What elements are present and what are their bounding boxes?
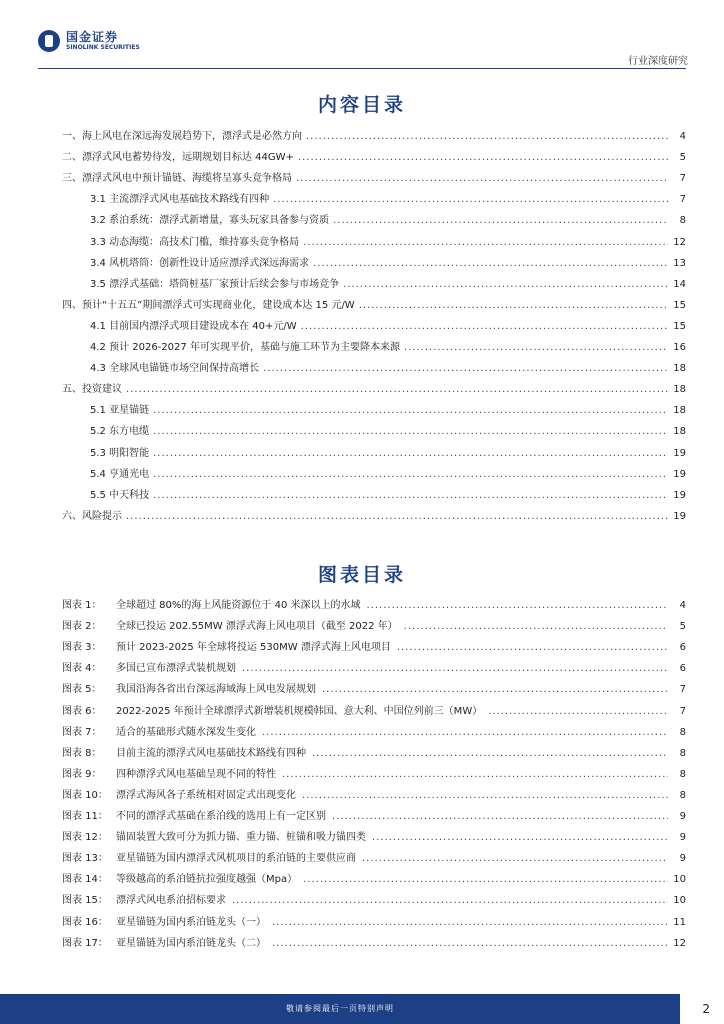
entry-page-number: 4 (679, 131, 686, 143)
dot-leader (153, 490, 668, 501)
dot-leader (282, 769, 668, 780)
entry-page-number: 8 (679, 215, 686, 227)
figure-number: 图表 15： (62, 895, 108, 907)
figure-title: 亚星锚链为国内系泊链龙头（二） (116, 937, 266, 949)
toc-entry[interactable] (62, 290, 686, 311)
dot-leader (303, 237, 668, 248)
toc-entry[interactable] (62, 121, 686, 142)
figure-title: 锚固装置大致可分为抓力锚、重力锚、桩锚和吸力锚四类 (116, 832, 366, 844)
entry-page-number: 19 (673, 489, 686, 501)
dot-leader (367, 600, 669, 611)
figure-number: 图表 3： (62, 642, 102, 654)
toc-entry[interactable] (62, 332, 686, 353)
figure-number: 图表 11： (62, 811, 108, 823)
entry-page-number: 19 (673, 447, 686, 459)
figure-number: 图表 13： (62, 853, 108, 865)
toc-entry-title: 3.5 漂浮式基础：塔筒桩基厂家预计后续会参与市场竞争 (90, 278, 340, 290)
entry-page-number: 7 (679, 173, 686, 185)
dot-leader (232, 895, 668, 906)
dot-leader (303, 874, 668, 885)
toc-entry[interactable] (62, 395, 686, 416)
toc-entry-title: 4.1 目前国内漂浮式项目建设成本在 40+元/W (90, 320, 297, 332)
figure-title: 漂浮式风电系泊招标要求 (116, 895, 226, 907)
logo-name-en: SINOLINK SECURITIES (66, 44, 140, 51)
toc-entry-title: 四、预计“十五五”期间漂浮式可实现商业化，建设成本达 15 元/W (62, 299, 355, 311)
entry-page-number: 12 (673, 937, 686, 949)
toc-entry-title: 3.3 动态海缆：高技术门槛，维持寡头竞争格局 (90, 236, 300, 248)
figure-entry[interactable] (62, 695, 686, 716)
entry-page-number: 19 (673, 510, 686, 522)
logo-name-cn: 国金证券 (66, 30, 119, 44)
toc-entry[interactable] (62, 163, 686, 184)
entry-page-number: 8 (679, 726, 686, 738)
toc-entry[interactable] (62, 184, 686, 205)
figure-entry[interactable] (62, 843, 686, 864)
figure-entry[interactable] (62, 738, 686, 759)
toc-entry[interactable] (62, 205, 686, 226)
dot-leader (372, 832, 668, 843)
toc-entry-title: 5.2 东方电缆 (90, 426, 150, 438)
toc-entry[interactable] (62, 416, 686, 437)
dot-leader (126, 511, 668, 522)
figure-number: 图表 16： (62, 916, 108, 928)
figure-number: 图表 12： (62, 832, 108, 844)
dot-leader (153, 405, 668, 416)
toc-entry-title: 3.4 风机塔筒：创新性设计适应漂浮式深远海需求 (90, 257, 310, 269)
figure-entry[interactable] (62, 780, 686, 801)
dot-leader (404, 342, 668, 353)
dot-leader (272, 917, 668, 928)
entry-page-number: 10 (673, 874, 686, 886)
entry-page-number: 9 (679, 811, 686, 823)
dot-leader (242, 663, 668, 674)
figure-entry[interactable] (62, 801, 686, 822)
entry-page-number: 15 (673, 320, 686, 332)
dot-leader (153, 448, 668, 459)
dot-leader (488, 706, 668, 717)
toc-entry[interactable] (62, 353, 686, 374)
figure-number: 图表 8： (62, 747, 102, 759)
entry-page-number: 13 (673, 257, 686, 269)
figure-number: 图表 5： (62, 684, 102, 696)
figure-entry[interactable] (62, 590, 686, 611)
figure-title: 四种漂浮式风电基础呈现不同的特性 (116, 768, 276, 780)
figure-number: 图表 1： (62, 600, 102, 612)
dot-leader (298, 152, 668, 163)
toc-entry-title: 六、风险提示 (62, 510, 122, 522)
dot-leader (301, 321, 668, 332)
figure-title: 等级越高的系泊链抗拉强度越强（Mpa） (116, 874, 298, 886)
toc-entry-title: 5.1 亚星锚链 (90, 405, 150, 417)
figure-entry[interactable] (62, 822, 686, 843)
dot-leader (313, 258, 668, 269)
figure-entry[interactable] (62, 759, 686, 780)
entry-page-number: 18 (673, 363, 686, 375)
entry-page-number: 5 (679, 621, 686, 633)
figure-title: 不同的漂浮式基础在系泊线的选用上有一定区别 (116, 811, 326, 823)
figure-number: 图表 6： (62, 705, 102, 717)
logo-icon (38, 30, 60, 52)
figure-title: 多国已宣布漂浮式装机规划 (116, 663, 236, 675)
figure-title: 全球超过 80%的海上风能资源位于 40 米深以上的水域 (116, 600, 361, 612)
entry-page-number: 7 (679, 194, 686, 206)
toc-entry[interactable] (62, 142, 686, 163)
figure-number: 图表 14： (62, 874, 108, 886)
toc-entry-title: 一、海上风电在深远海发展趋势下，漂浮式是必然方向 (62, 131, 302, 143)
figure-number: 图表 7： (62, 726, 102, 738)
figure-number: 图表 4： (62, 663, 102, 675)
figure-number: 图表 10： (62, 789, 108, 801)
figure-number: 图表 9： (62, 768, 102, 780)
dot-leader (312, 748, 668, 759)
entry-page-number: 5 (679, 152, 686, 164)
figure-entry[interactable] (62, 864, 686, 885)
dot-leader (359, 300, 668, 311)
dot-leader (332, 811, 668, 822)
dot-leader (296, 173, 668, 184)
toc-entry-title: 5.5 中天科技 (90, 489, 150, 501)
entry-page-number: 8 (679, 789, 686, 801)
figure-title: 2022-2025 年预计全球漂浮式新增装机规模韩国、意大利、中国位列前三（MW） (116, 705, 483, 717)
dot-leader (333, 215, 668, 226)
toc-entry[interactable] (62, 269, 686, 290)
entry-page-number: 9 (679, 853, 686, 865)
toc-entry-title: 4.3 全球风电锚链市场空间保持高增长 (90, 363, 260, 375)
entry-page-number: 10 (673, 895, 686, 907)
figures-list (62, 590, 686, 949)
figure-entry[interactable] (62, 632, 686, 653)
toc-entry[interactable] (62, 248, 686, 269)
entry-page-number: 11 (673, 916, 686, 928)
page-number: 2 (702, 1002, 710, 1016)
dot-leader (404, 621, 668, 632)
figure-number: 图表 2： (62, 621, 102, 633)
page-header (38, 26, 686, 66)
company-logo (38, 30, 140, 52)
entry-page-number: 12 (673, 236, 686, 248)
figures-title: 图表目录 (317, 564, 406, 586)
entry-page-number: 9 (679, 832, 686, 844)
entry-page-number: 18 (673, 405, 686, 417)
dot-leader (306, 131, 668, 142)
figure-entry[interactable] (62, 674, 686, 695)
dot-leader (272, 938, 668, 949)
toc-entry[interactable] (62, 226, 686, 247)
figure-entry[interactable] (62, 906, 686, 927)
toc-entry-title: 三、漂浮式风电中预计锚链、海缆将呈寡头竞争格局 (62, 173, 292, 185)
dot-leader (362, 853, 668, 864)
entry-page-number: 18 (673, 426, 686, 438)
entry-page-number: 19 (673, 468, 686, 480)
toc-entry-title: 五、投资建议 (62, 384, 122, 396)
dot-leader (302, 790, 668, 801)
toc-entry-title: 5.4 亨通光电 (90, 468, 150, 480)
header-divider (38, 68, 686, 69)
dot-leader (263, 363, 668, 374)
toc-entry-title: 二、漂浮式风电蓄势待发，远期规划目标达 44GW+ (62, 152, 294, 164)
figure-title: 适合的基础形式随水深发生变化 (116, 726, 256, 738)
toc-entry-title: 3.2 系泊系统：漂浮式新增量，寡头玩家具备参与资质 (90, 215, 330, 227)
entry-page-number: 15 (673, 299, 686, 311)
toc-entry-title: 4.2 预计 2026-2027 年可实现平价，基础与施工环节为主要降本来源 (90, 342, 400, 354)
toc-entry[interactable] (62, 437, 686, 458)
figure-title: 漂浮式海风各子系统相对固定式出现变化 (116, 789, 296, 801)
toc-entry[interactable] (62, 480, 686, 501)
toc-entry[interactable] (62, 459, 686, 480)
entry-page-number: 14 (673, 278, 686, 290)
footer-bar (0, 994, 680, 1024)
figure-number: 图表 17： (62, 937, 108, 949)
entry-page-number: 18 (673, 384, 686, 396)
page-footer (0, 994, 724, 1024)
dot-leader (262, 727, 668, 738)
entry-page-number: 8 (679, 747, 686, 759)
dot-leader (126, 384, 668, 395)
figure-entry[interactable] (62, 717, 686, 738)
report-category: 行业深度研究 (628, 56, 688, 67)
dot-leader (322, 684, 668, 695)
footer-disclaimer: 敬请参阅最后一页特别声明 (286, 1004, 394, 1013)
figure-entry[interactable] (62, 885, 686, 906)
figure-title: 目前主流的漂浮式风电基础技术路线有四种 (116, 747, 306, 759)
dot-leader (397, 642, 668, 653)
toc-entry[interactable] (62, 311, 686, 332)
contents-list (62, 121, 686, 522)
figure-title: 亚星锚链为国内系泊链龙头（一） (116, 916, 266, 928)
entry-page-number: 6 (679, 663, 686, 675)
dot-leader (153, 469, 668, 480)
figure-title: 我国沿海各省出台深远海域海上风电发展规划 (116, 684, 316, 696)
figure-entry[interactable] (62, 611, 686, 632)
toc-entry[interactable] (62, 374, 686, 395)
figure-title: 全球已投运 202.55MW 漂浮式海上风电项目（截至 2022 年） (116, 621, 398, 633)
figure-title: 预计 2023-2025 年全球将投运 530MW 漂浮式海上风电项目 (116, 642, 391, 654)
entry-page-number: 8 (679, 768, 686, 780)
toc-title: 内容目录 (317, 94, 406, 116)
entry-page-number: 4 (679, 600, 686, 612)
entry-page-number: 7 (679, 684, 686, 696)
dot-leader (273, 194, 668, 205)
figure-entry[interactable] (62, 653, 686, 674)
toc-entry-title: 3.1 主流漂浮式风电基础技术路线有四种 (90, 194, 270, 206)
figure-entry[interactable] (62, 928, 686, 949)
dot-leader (153, 426, 668, 437)
entry-page-number: 6 (679, 642, 686, 654)
entry-page-number: 7 (679, 705, 686, 717)
entry-page-number: 16 (673, 342, 686, 354)
toc-entry-title: 5.3 明阳智能 (90, 447, 150, 459)
dot-leader (343, 279, 668, 290)
figure-title: 亚星锚链为国内漂浮式风机项目的系泊链的主要供应商 (116, 853, 356, 865)
toc-entry[interactable] (62, 501, 686, 522)
